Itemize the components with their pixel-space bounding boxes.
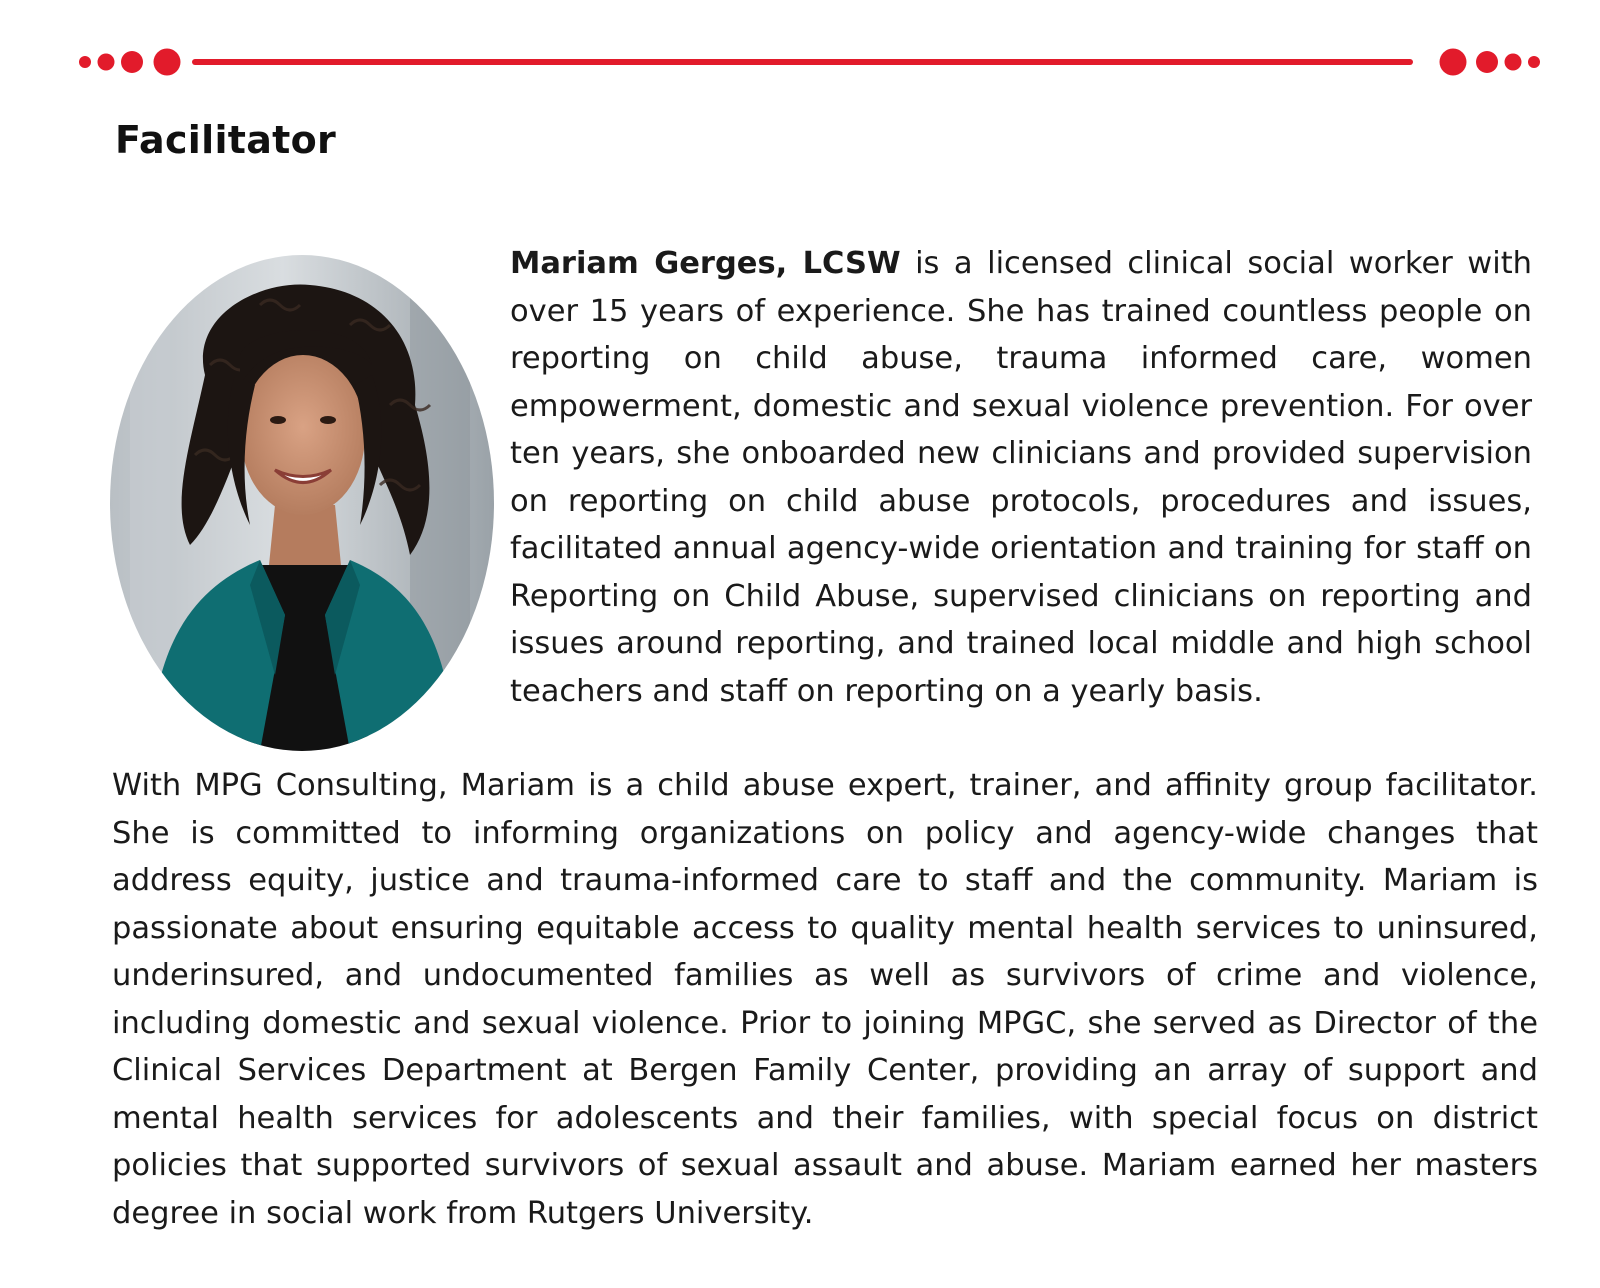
bio-intro-text: is a licensed clinical social worker with over 15 years of experience. She has trained countless people on reporting on child abuse, trauma informed care, women empowerment, domestic and sexual violence prevention. For over ten years, she onboarded new clinicians and provided supervision on reporting on child abuse protocols, procedures and issues, facilitated annual agency-wide orientation and training for staff on Reporting on Child Abuse, supervised clinicians on reporting and issues around reporting, and trained local middle and high school teachers and staff on reporting on a yearly basis. <box>510 246 1532 709</box>
section-heading: Facilitator <box>115 118 337 162</box>
bio-continuation-paragraph: With MPG Consulting, Mariam is a child abuse expert, trainer, and affinity group facilitator. She is committed to informing organizations on policy and agency-wide changes that address equity, justice and trauma-informed care to staff and the community. Mariam is passionate about ensuring equitable access to quality mental health services to uninsured, underinsured, and undocumented families as well as survivors of crime and violence, including domestic and sexual violence. Prior to joining MPGC, she served as Director of the Clinical Services Department at Bergen Family Center, providing an array of support and mental health services for adolescents and their families, with special focus on district policies that supported survivors of sexual assault and abuse. Mariam earned her masters degree in social work from Rutgers University. <box>112 768 1538 1231</box>
red-dots-icon <box>1440 49 1541 76</box>
portrait-photo <box>110 255 494 751</box>
header-divider <box>0 0 1600 120</box>
facilitator-name: Mariam Gerges, LCSW <box>510 246 901 281</box>
red-dots-icon <box>79 49 181 76</box>
bio-intro-paragraph <box>510 240 1532 715</box>
